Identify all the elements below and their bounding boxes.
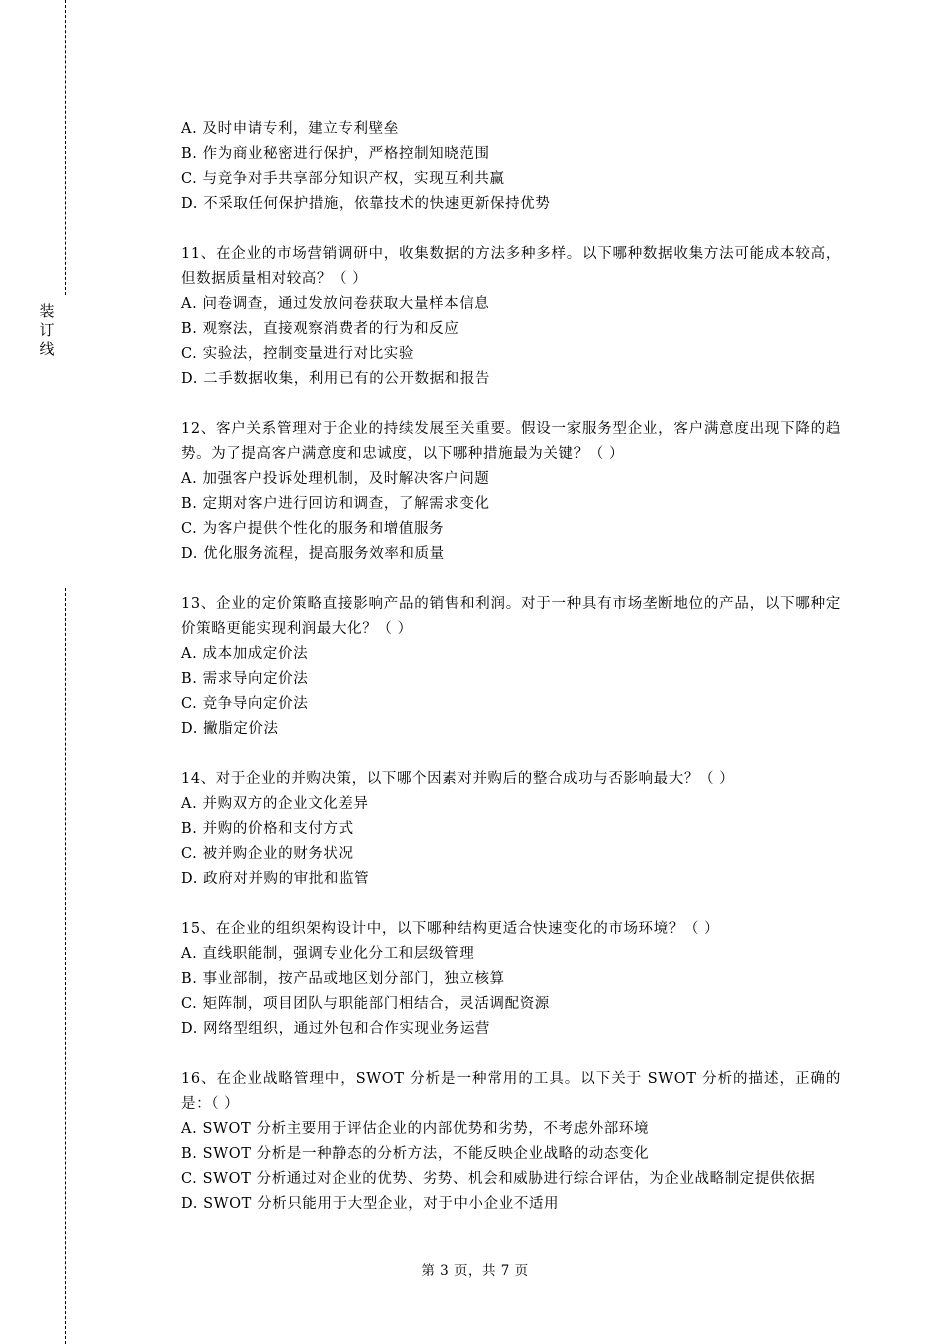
question-10-options [181, 117, 841, 217]
option: C. 与竞争对手共享部分知识产权，实现互利共赢 [181, 171, 505, 187]
binding-char: 订 [39, 321, 55, 339]
option: B. 观察法，直接观察消费者的行为和反应 [181, 321, 460, 337]
question-12 [181, 417, 841, 567]
option: C. SWOT 分析通过对企业的优势、劣势、机会和威胁进行综合评估，为企业战略制定提供依据 [181, 1171, 816, 1187]
question-stem: 15、在企业的组织架构设计中，以下哪种结构更适合快速变化的市场环境？（ ） [181, 921, 720, 937]
question-15 [181, 917, 841, 1042]
option: C. 竞争导向定价法 [181, 696, 309, 712]
option: A. 加强客户投诉处理机制，及时解决客户问题 [181, 471, 490, 487]
option: A. 成本加成定价法 [181, 646, 309, 662]
option: B. 需求导向定价法 [181, 671, 309, 687]
option: D. 二手数据收集，利用已有的公开数据和报告 [181, 371, 491, 387]
option: B. 作为商业秘密进行保护，严格控制知晓范围 [181, 146, 490, 162]
question-16 [181, 1067, 841, 1217]
option: D. 不采取任何保护措施，依靠技术的快速更新保持优势 [181, 196, 551, 212]
question-stem: 14、对于企业的并购决策，以下哪个因素对并购后的整合成功与否影响最大？（ ） [181, 771, 735, 787]
question-13 [181, 592, 841, 742]
binding-char: 线 [39, 340, 55, 358]
option: A. 问卷调查，通过发放问卷获取大量样本信息 [181, 296, 490, 312]
question-stem: 13、企业的定价策略直接影响产品的销售和利润。对于一种具有市场垄断地位的产品，以下哪种定价策略更能实现利润最大化？（ ） [181, 596, 841, 637]
option: A. 并购双方的企业文化差异 [181, 796, 369, 812]
binding-line-bottom [65, 588, 66, 1344]
question-stem: 11、在企业的市场营销调研中，收集数据的方法多种多样。以下哪种数据收集方法可能成本较高，但数据质量相对较高？（ ） [181, 246, 841, 287]
question-stem: 12、客户关系管理对于企业的持续发展至关重要。假设一家服务型企业，客户满意度出现下降的趋势。为了提高客户满意度和忠诚度，以下哪种措施最为关键？（ ） [181, 421, 841, 462]
option: B. 定期对客户进行回访和调查，了解需求变化 [181, 496, 490, 512]
option: D. SWOT 分析只能用于大型企业，对于中小企业不适用 [181, 1196, 560, 1212]
option: D. 政府对并购的审批和监管 [181, 871, 370, 887]
option: C. 实验法，控制变量进行对比实验 [181, 346, 414, 362]
option: A. 直线职能制，强调专业化分工和层级管理 [181, 946, 475, 962]
binding-label [36, 302, 58, 359]
question-stem: 16、在企业战略管理中，SWOT 分析是一种常用的工具。以下关于 SWOT 分析的描述，正确的是：（ ） [181, 1071, 841, 1112]
question-11 [181, 242, 841, 392]
option: B. 并购的价格和支付方式 [181, 821, 354, 837]
option: D. 优化服务流程，提高服务效率和质量 [181, 546, 445, 562]
option: B. 事业部制，按产品或地区划分部门，独立核算 [181, 971, 505, 987]
option: A. 及时申请专利，建立专利壁垒 [181, 121, 399, 137]
option: C. 为客户提供个性化的服务和增值服务 [181, 521, 445, 537]
option: D. 撇脂定价法 [181, 721, 279, 737]
option: D. 网络型组织，通过外包和合作实现业务运营 [181, 1021, 491, 1037]
option: A. SWOT 分析主要用于评估企业的内部优势和劣势，不考虑外部环境 [181, 1121, 650, 1137]
question-14 [181, 767, 841, 892]
page-footer: 第 3 页，共 7 页 [421, 1263, 529, 1279]
binding-char: 装 [39, 302, 55, 320]
binding-line-top [65, 0, 66, 295]
option: C. 矩阵制，项目团队与职能部门相结合，灵活调配资源 [181, 996, 550, 1012]
option: B. SWOT 分析是一种静态的分析方法，不能反映企业战略的动态变化 [181, 1146, 650, 1162]
page-content [181, 117, 841, 1217]
option: C. 被并购企业的财务状况 [181, 846, 354, 862]
